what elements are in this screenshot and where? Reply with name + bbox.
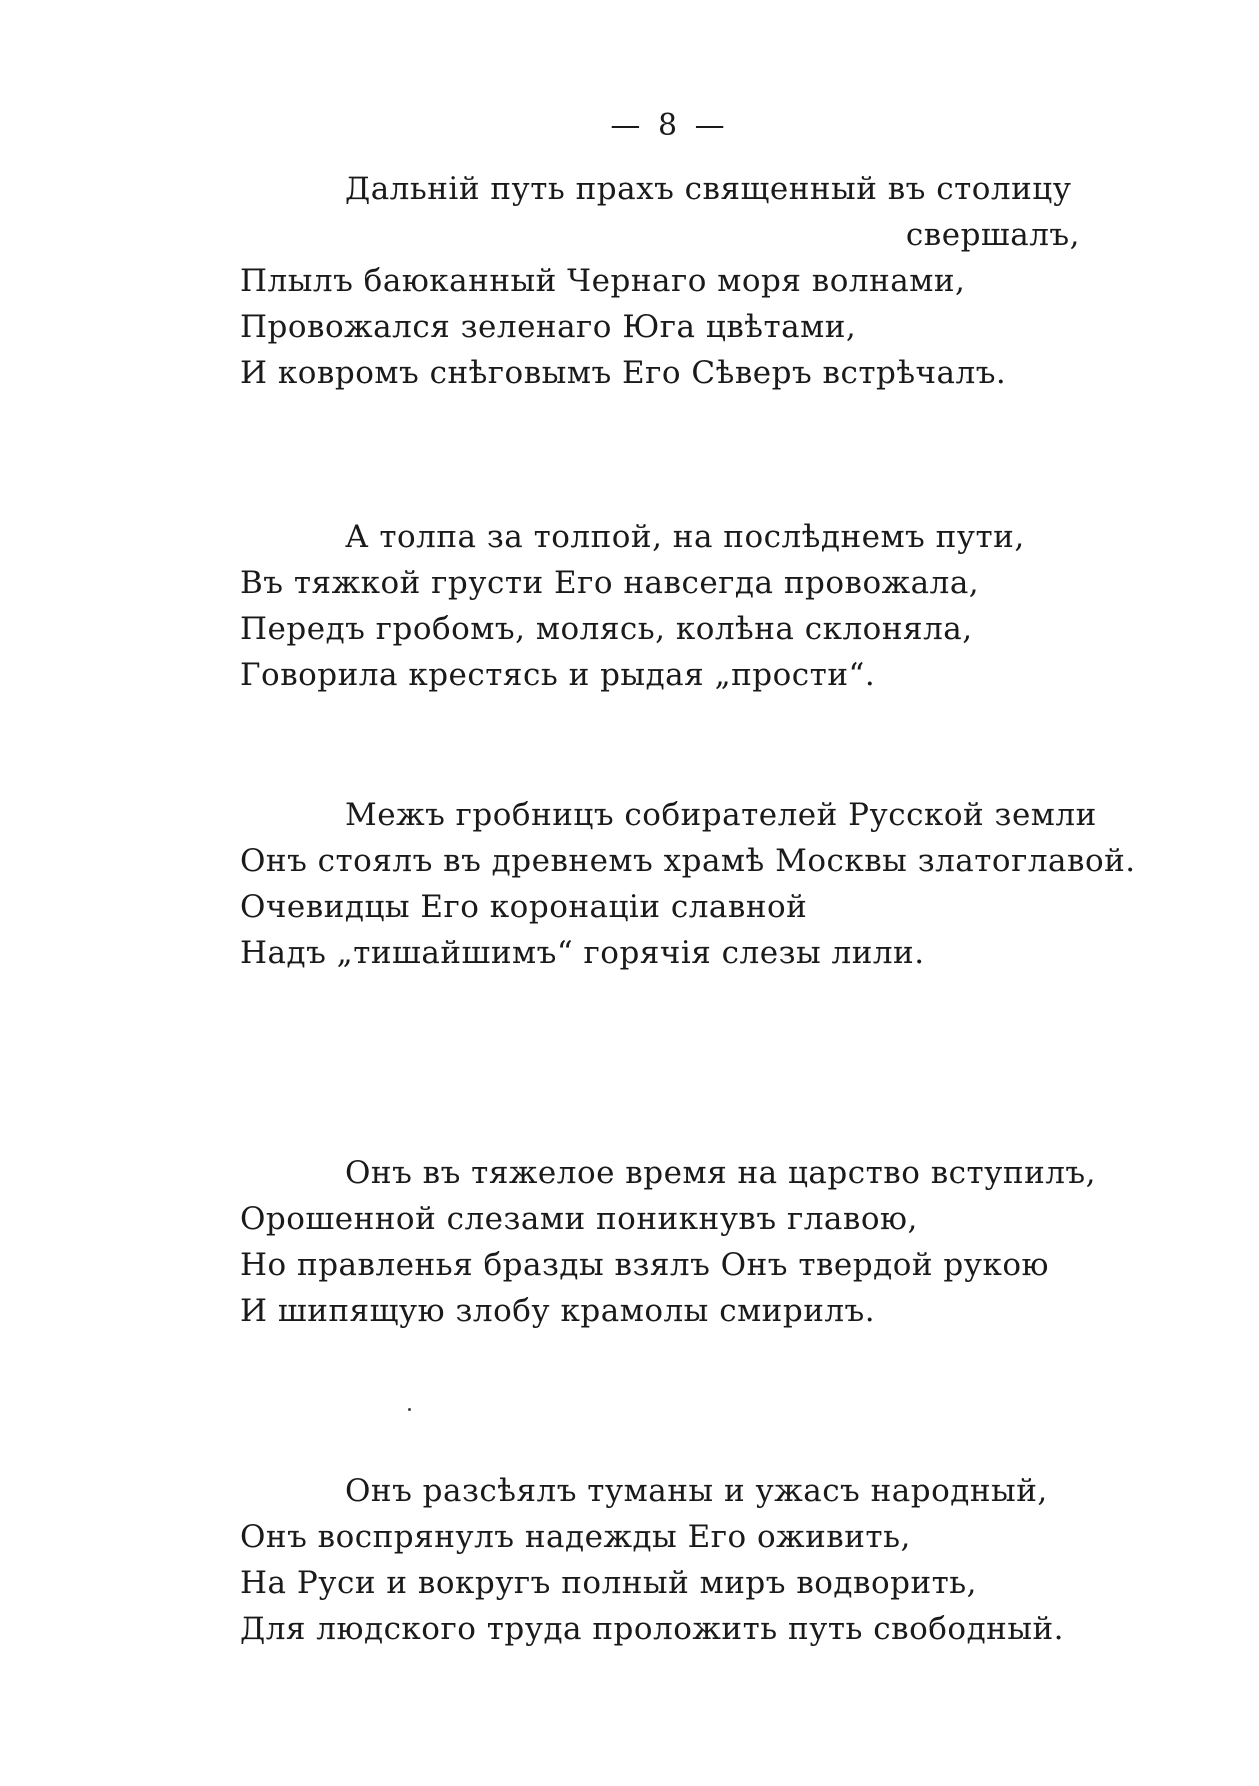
verse-line: Но правленья бразды взялъ Онъ твердой рукою — [240, 1247, 1050, 1283]
verse-line: Въ тяжкой грусти Его навсегда провожала, — [240, 565, 980, 601]
verse-line: А толпа за толпой, на послѣднемъ пути, — [345, 519, 1025, 555]
verse-line: Провожался зеленаго Юга цвѣтами, — [240, 309, 857, 345]
verse-line: Плылъ баюканный Чернаго моря волнами, — [240, 263, 966, 299]
verse-line: И шипящую злобу крамолы смирилъ. — [240, 1293, 876, 1329]
verse-line: Орошенной слезами поникнувъ главою, — [240, 1201, 918, 1237]
stanza-5 — [240, 1468, 1100, 1652]
verse-line: Межъ гробницъ собирателей Русской земли — [345, 797, 1097, 833]
page-number: — 8 — — [610, 108, 729, 143]
verse-line: На Руси и вокругъ полный миръ водворить, — [240, 1565, 978, 1601]
verse-line: Передъ гробомъ, молясь, колѣна склоняла, — [240, 611, 973, 647]
stanza-1 — [240, 166, 1100, 396]
verse-line-continuation: свершалъ, — [905, 217, 1080, 253]
stanza-2 — [240, 514, 1100, 698]
stanza-4 — [240, 1150, 1100, 1334]
verse-line: Надъ „тишайшимъ“ горячія слезы лили. — [240, 935, 925, 971]
verse-line: Онъ разсѣялъ туманы и ужасъ народный, — [345, 1473, 1048, 1509]
verse-line: Онъ воспрянулъ надежды Его оживить, — [240, 1519, 911, 1555]
stanza-3 — [240, 792, 1136, 976]
print-speck — [408, 1408, 411, 1411]
verse-line: Говорила крестясь и рыдая „прости“. — [240, 657, 876, 693]
verse-line: Дальній путь прахъ священный въ столицу — [345, 171, 1072, 207]
verse-line: Очевидцы Его коронаціи славной — [240, 889, 808, 925]
verse-line: Онъ въ тяжелое время на царство вступилъ, — [345, 1155, 1097, 1191]
verse-line: И ковромъ снѣговымъ Его Сѣверъ встрѣчалъ. — [240, 355, 1007, 391]
verse-line: Онъ стоялъ въ древнемъ храмѣ Москвы златоглавой. — [240, 843, 1136, 879]
verse-line: Для людского труда проложить путь свободный. — [240, 1611, 1065, 1647]
